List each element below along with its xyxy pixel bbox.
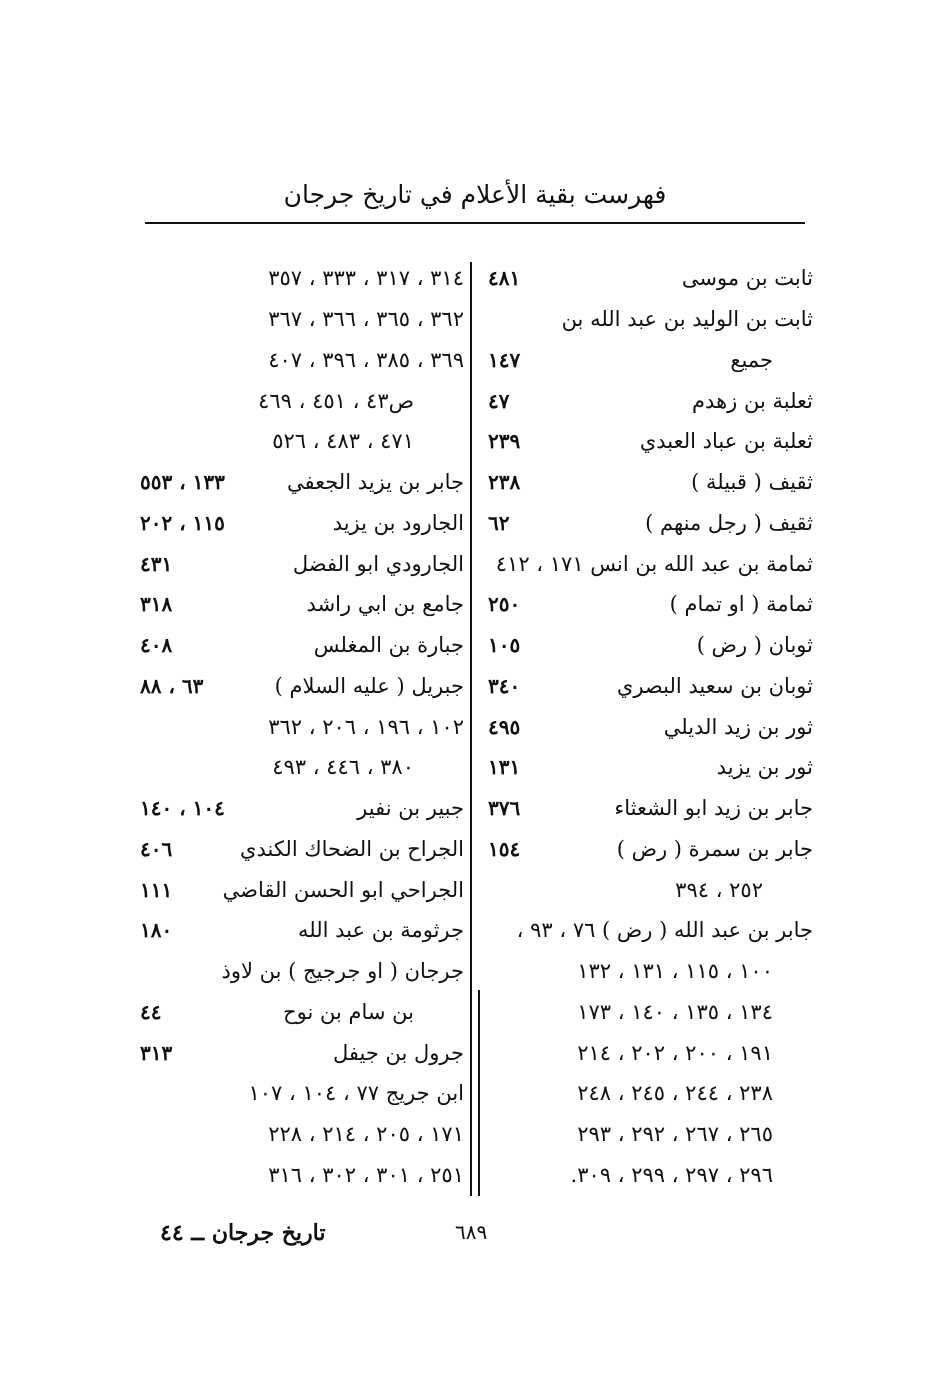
index-entry [488, 1073, 813, 1114]
entry-pages: ٤٩٥ [488, 714, 521, 739]
entry-pages: ٤٨١ [488, 266, 521, 291]
entry-name: جامع بن ابي راشد [306, 592, 464, 617]
entry-name: ٣١٤ ، ٣١٧ ، ٣٣٣ ، ٣٥٧ [268, 266, 464, 291]
index-entry [140, 992, 464, 1033]
entry-pages: ٤٣١ [140, 551, 173, 576]
entry-pages: ٤٧ [488, 388, 510, 413]
index-entry [140, 951, 464, 992]
entry-name: ثعلبة بن عباد العبدي [639, 429, 813, 454]
entry-pages: ٣١٨ [140, 592, 173, 617]
index-entry [488, 503, 813, 544]
entry-name: جرجان ( او جرجيج ) بن لاوذ [221, 959, 464, 984]
entry-name: ثمامة ( او تمام ) [669, 592, 813, 617]
entry-name: ثابت بن الوليد بن عبد الله بن [561, 307, 813, 332]
entry-name: الجراحي ابو الحسن القاضي [222, 877, 464, 902]
entry-pages: ٤٠٨ [140, 633, 173, 658]
index-entry [488, 380, 813, 421]
entry-name: جبير بن نفير [357, 796, 464, 821]
entry-name: ثوبان ( رض ) [696, 633, 813, 658]
entry-name: ثور بن يزيد [716, 755, 813, 780]
index-entry [140, 1155, 464, 1196]
index-entry [140, 829, 464, 870]
entry-name: جابر بن يزيد الجعفي [286, 470, 464, 495]
entry-name: جميع [730, 347, 773, 372]
entry-pages: ٣٧٦ [488, 796, 521, 821]
page-number: ٦٨٩ [455, 1220, 488, 1244]
entry-pages: ٦٣ ، ٨٨ [140, 673, 204, 698]
entry-pages: ٦٢ [488, 510, 510, 535]
index-entry [140, 421, 464, 462]
entry-name: ١٠٢ ، ١٩٦ ، ٢٠٦ ، ٣٦٢ [268, 714, 464, 739]
entry-name: ثوبان بن سعيد البصري [616, 673, 813, 698]
footer-book-title: تاريخ جرجان ــ ٤٤ [160, 1220, 326, 1246]
index-entry [488, 706, 813, 747]
entry-name: ثقيف ( قبيلة ) [691, 470, 813, 495]
entry-name: ٣٦٩ ، ٣٨٥ ، ٣٩٦ ، ٤٠٧ [268, 347, 464, 372]
index-entry [488, 1114, 813, 1155]
entry-name: جابر بن زيد ابو الشعثاء [614, 796, 813, 821]
index-entry [488, 910, 813, 951]
entry-name: جرول بن جيفل [333, 1040, 464, 1065]
index-entry [140, 625, 464, 666]
entry-pages: ١٣٣ ، ٥٥٣ [140, 470, 225, 495]
entry-name: ٤٧١ ، ٤٨٣ ، ٥٢٦ [272, 429, 414, 454]
index-entry [488, 788, 813, 829]
entry-name: جابر بن سمرة ( رض ) [616, 836, 813, 861]
index-entry [140, 584, 464, 625]
index-entry [488, 421, 813, 462]
entry-pages: ١٠٤ ، ١٤٠ [140, 796, 225, 821]
entry-name: بن سام بن نوح [283, 999, 414, 1024]
index-column-left [140, 258, 464, 1195]
index-entry [488, 1155, 813, 1196]
entry-pages: ٣١٣ [140, 1040, 173, 1065]
column-divider-secondary [478, 990, 480, 1196]
entry-name: ١٧١ ، ٢٠٥ ، ٢١٤ ، ٢٢٨ [268, 1122, 464, 1147]
entry-name: الجراح بن الضحاك الكندي [240, 836, 464, 861]
index-entry [140, 869, 464, 910]
entry-name: ١٣٤ ، ١٣٥ ، ١٤٠ ، ١٧٣ [577, 999, 773, 1024]
index-entry [488, 462, 813, 503]
entry-name: ٢٦٥ ، ٢٦٧ ، ٢٩٢ ، ٢٩٣ [577, 1122, 773, 1147]
entry-name: جبريل ( عليه السلام ) [274, 673, 464, 698]
index-entry [488, 951, 813, 992]
index-entry [488, 258, 813, 299]
entry-name: ٢٥١ ، ٣٠١ ، ٣٠٢ ، ٣١٦ [268, 1162, 464, 1187]
index-entry [488, 992, 813, 1033]
header-rule [145, 222, 805, 224]
entry-pages: ٢٥٠ [488, 592, 521, 617]
entry-name: ثور بن زيد الديلي [663, 714, 813, 739]
index-entry [140, 543, 464, 584]
index-entry [140, 666, 464, 707]
index-entry [140, 503, 464, 544]
entry-name: ٢٣٨ ، ٢٤٤ ، ٢٤٥ ، ٢٤٨ [577, 1081, 773, 1106]
index-entry [488, 829, 813, 870]
entry-name: ٢٥٢ ، ٣٩٤ [675, 877, 763, 902]
index-entry [140, 299, 464, 340]
column-divider [470, 262, 472, 1196]
page-title: فهرست بقية الأعلام في تاريخ جرجان [283, 180, 667, 209]
index-entry [140, 747, 464, 788]
entry-pages: ١٨٠ [140, 918, 173, 943]
entry-pages: ١٥٤ [488, 836, 521, 861]
index-entry [488, 340, 813, 381]
entry-pages: ١٠٥ [488, 633, 521, 658]
index-entry [488, 1032, 813, 1073]
entry-pages: ١٣١ [488, 755, 521, 780]
entry-pages: ٢٣٩ [488, 429, 521, 454]
index-entry [488, 625, 813, 666]
entry-name: ٢٩٦ ، ٢٩٧ ، ٢٩٩ ، ٣٠٩. [570, 1162, 773, 1187]
index-entry [488, 299, 813, 340]
entry-name: الجارود بن يزيد [332, 510, 464, 535]
index-entry [488, 747, 813, 788]
index-entry [140, 1114, 464, 1155]
index-entry [140, 1032, 464, 1073]
index-entry [488, 869, 813, 910]
entry-name: الجارودي ابو الفضل [292, 551, 464, 576]
entry-name: جرثومة بن عبد الله [298, 918, 464, 943]
entry-name: جابر بن عبد الله ( رض ) ٧٦ ، ٩٣ ، [516, 918, 813, 943]
index-entry [488, 543, 813, 584]
index-entry [140, 462, 464, 503]
entry-pages: ٤٠٦ [140, 836, 173, 861]
entry-name: ٣٨٠ ، ٤٤٦ ، ٤٩٣ [272, 755, 414, 780]
entry-name: ثقيف ( رجل منهم ) [645, 510, 813, 535]
index-entry [140, 910, 464, 951]
entry-name: ثابت بن موسى [681, 266, 813, 291]
index-entry [488, 584, 813, 625]
index-entry [488, 666, 813, 707]
index-entry [140, 788, 464, 829]
index-column-right [488, 258, 813, 1195]
entry-pages: ٢٣٨ [488, 470, 521, 495]
entry-name: ثعلبة بن زهدم [692, 388, 813, 413]
entry-name: جبارة بن المغلس [313, 633, 464, 658]
index-entry [140, 258, 464, 299]
index-entry [140, 706, 464, 747]
entry-name: ١٩١ ، ٢٠٠ ، ٢٠٢ ، ٢١٤ [577, 1040, 773, 1065]
entry-pages: ١١٥ ، ٢٠٢ [140, 510, 225, 535]
entry-name: ثمامة بن عبد الله بن انس ١٧١ ، ٤١٢ [495, 551, 813, 576]
entry-name: ١٠٠ ، ١١٥ ، ١٣١ ، ١٣٢ [577, 959, 773, 984]
entry-pages: ٣٤٠ [488, 673, 521, 698]
entry-pages: ١٤٧ [488, 347, 521, 372]
index-entry [140, 1073, 464, 1114]
entry-pages: ١١١ [140, 877, 173, 902]
entry-name: ابن جريج ٧٧ ، ١٠٤ ، ١٠٧ [248, 1081, 464, 1106]
entry-pages: ٤٤ [140, 999, 162, 1024]
entry-name: ص٤٣ ، ٤٥١ ، ٤٦٩ [258, 388, 414, 413]
entry-name: ٣٦٢ ، ٣٦٥ ، ٣٦٦ ، ٣٦٧ [268, 307, 464, 332]
index-entry [140, 380, 464, 421]
index-entry [140, 340, 464, 381]
